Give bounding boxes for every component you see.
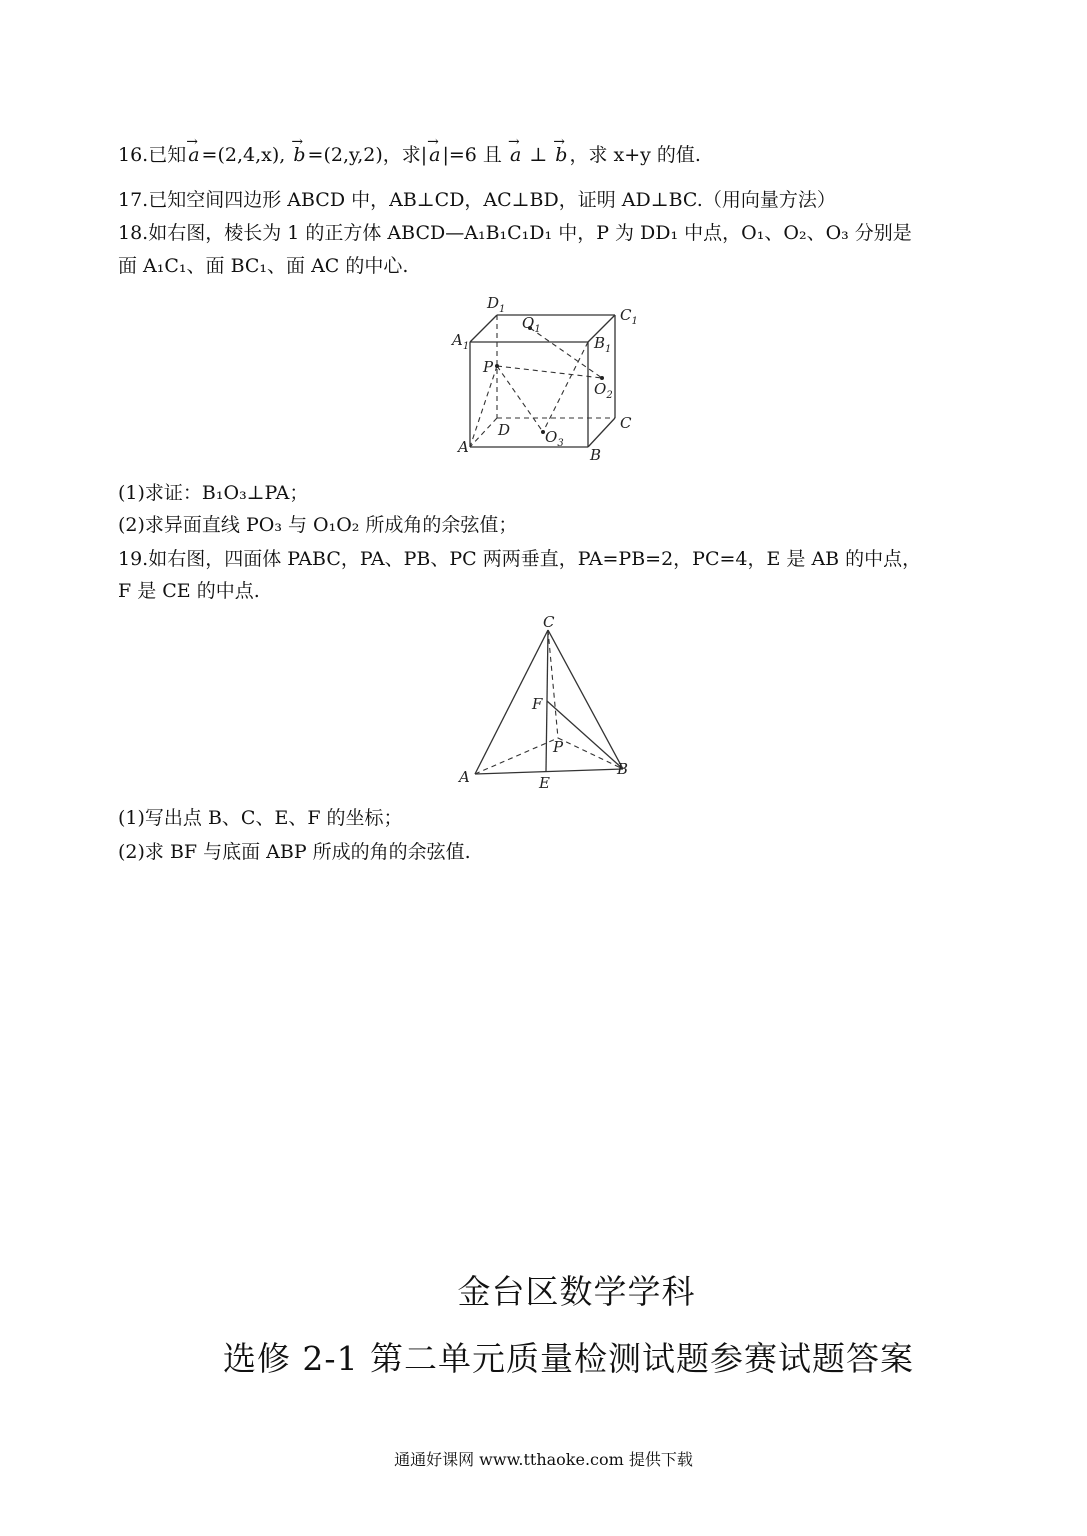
question-18-line2: 面 A₁C₁、面 BC₁、面 AC 的中心. [118, 255, 409, 277]
tetrahedron-diagram [450, 612, 640, 797]
question-19-part2: (2)求 BF 与底面 ABP 所成的角的余弦值. [118, 841, 471, 863]
answer-title-line1: 金台区数学学科 [457, 1272, 696, 1311]
question-19-line1: 19.如右图，四面体 PABC，PA、PB、PC 两两垂直，PA=PB=2，PC=4，E 是 AB 的中点， [118, 548, 922, 570]
question-17: 17.已知空间四边形 ABCD 中，AB⊥CD，AC⊥BD，证明 AD⊥BC.（用向量方法） [118, 189, 836, 211]
label-e: E [539, 774, 550, 792]
label-d: D [498, 421, 511, 439]
page-footer: 通通好课网 www.tthaoke.com 提供下载 [394, 1450, 693, 1469]
label-o1: $O_1$ [522, 314, 541, 335]
question-19-part1: (1)写出点 B、C、E、F 的坐标； [118, 807, 403, 829]
vector-a: → a [188, 141, 199, 169]
question-18-line1: 18.如右图，棱长为 1 的正方体 ABCD—A₁B₁C₁D₁ 中，P 为 DD₁ 中点，O₁、O₂、O₃ 分别是 [118, 222, 912, 244]
question-16: 16.已知→ a =(2,4,x), → b =(2,y,2)，求|→ a |=6 且 → a ⊥ → b ，求 x+y 的值. [118, 141, 701, 169]
label-d1: $D_1$ [487, 294, 506, 315]
question-18-part1: (1)求证：B₁O₃⊥PA； [118, 482, 309, 504]
label-p: P [553, 738, 564, 756]
label-p: P [483, 358, 494, 376]
label-a1: $A_1$ [452, 331, 470, 352]
vector-a: → a [510, 141, 521, 169]
label-b: B [590, 446, 602, 464]
label-a: A [459, 768, 470, 786]
label-b: B [617, 760, 629, 778]
label-o3: $O_3$ [545, 428, 564, 449]
question-19-line2: F 是 CE 的中点. [118, 580, 260, 602]
label-a: A [458, 438, 469, 456]
label-b1: $B_1$ [594, 334, 612, 355]
label-c1: $C_1$ [620, 306, 638, 327]
vector-b: → b [555, 141, 567, 169]
label-c: C [620, 414, 632, 432]
answer-title-line2: 选修 2-1 第二单元质量检测试题参赛试题答案 [222, 1339, 915, 1378]
vector-b: → b [293, 141, 305, 169]
label-o2: $O_2$ [594, 380, 613, 401]
label-f: F [532, 695, 543, 713]
question-18-part2: (2)求异面直线 PO₃ 与 O₁O₂ 所成角的余弦值； [118, 514, 518, 536]
vector-a: → a [429, 141, 440, 169]
label-c: C [543, 613, 555, 631]
cube-diagram [440, 290, 650, 470]
